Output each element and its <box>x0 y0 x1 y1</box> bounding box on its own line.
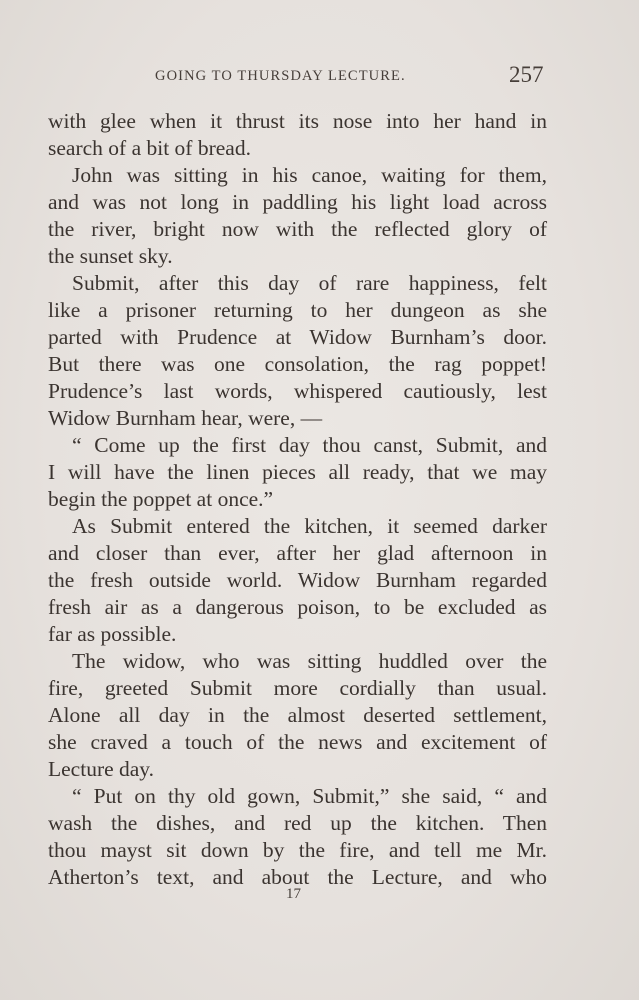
running-head <box>0 62 639 92</box>
text-line: fresh air as a dangerous poison, to be excluded as <box>48 595 547 619</box>
text-line: the sunset sky. <box>48 244 173 268</box>
text-line: I will have the linen pieces all ready, that we may <box>48 460 547 484</box>
text-line: she craved a touch of the news and excitement of <box>48 730 547 754</box>
text-line: “ Come up the first day thou canst, Submit, and <box>72 433 547 457</box>
text-line: parted with Prudence at Widow Burnham’s door. <box>48 325 547 349</box>
text-line: with glee when it thrust its nose into her hand in <box>48 109 547 133</box>
text-line: fire, greeted Submit more cordially than usual. <box>48 676 547 700</box>
text-line: wash the dishes, and red up the kitchen. Then <box>48 811 547 835</box>
text-line: Submit, after this day of rare happiness, felt <box>72 271 547 295</box>
text-line: The widow, who was sitting huddled over the <box>72 649 547 673</box>
text-line: “ Put on thy old gown, Submit,” she said, “ and <box>72 784 547 808</box>
text-line: the river, bright now with the reflected glory of <box>48 217 547 241</box>
text-line: the fresh outside world. Widow Burnham regarded <box>48 568 547 592</box>
text-line: Atherton’s text, and about the Lecture, and who <box>48 865 547 889</box>
text-line: But there was one consolation, the rag poppet! <box>48 352 547 376</box>
text-line: and was not long in paddling his light load across <box>48 190 547 214</box>
text-line: Widow Burnham hear, were, — <box>48 406 323 430</box>
text-line: Alone all day in the almost deserted settlement, <box>48 703 547 727</box>
text-line: begin the poppet at once.” <box>48 487 274 511</box>
signature-mark: 17 <box>286 886 301 902</box>
text-line: like a prisoner returning to her dungeon as she <box>48 298 547 322</box>
text-line: and closer than ever, after her glad afternoon in <box>48 541 547 565</box>
text-line: thou mayst sit down by the fire, and tell me Mr. <box>48 838 547 862</box>
page-number: 257 <box>509 62 544 87</box>
text-line: search of a bit of bread. <box>48 136 251 160</box>
text-line: Prudence’s last words, whispered cautiously, lest <box>48 379 547 403</box>
text-line: As Submit entered the kitchen, it seemed darker <box>72 514 547 538</box>
text-line: Lecture day. <box>48 757 155 781</box>
chapter-title: GOING TO THURSDAY LECTURE. <box>155 68 406 84</box>
text-line: far as possible. <box>48 622 177 646</box>
text-line: John was sitting in his canoe, waiting for them, <box>72 163 547 187</box>
